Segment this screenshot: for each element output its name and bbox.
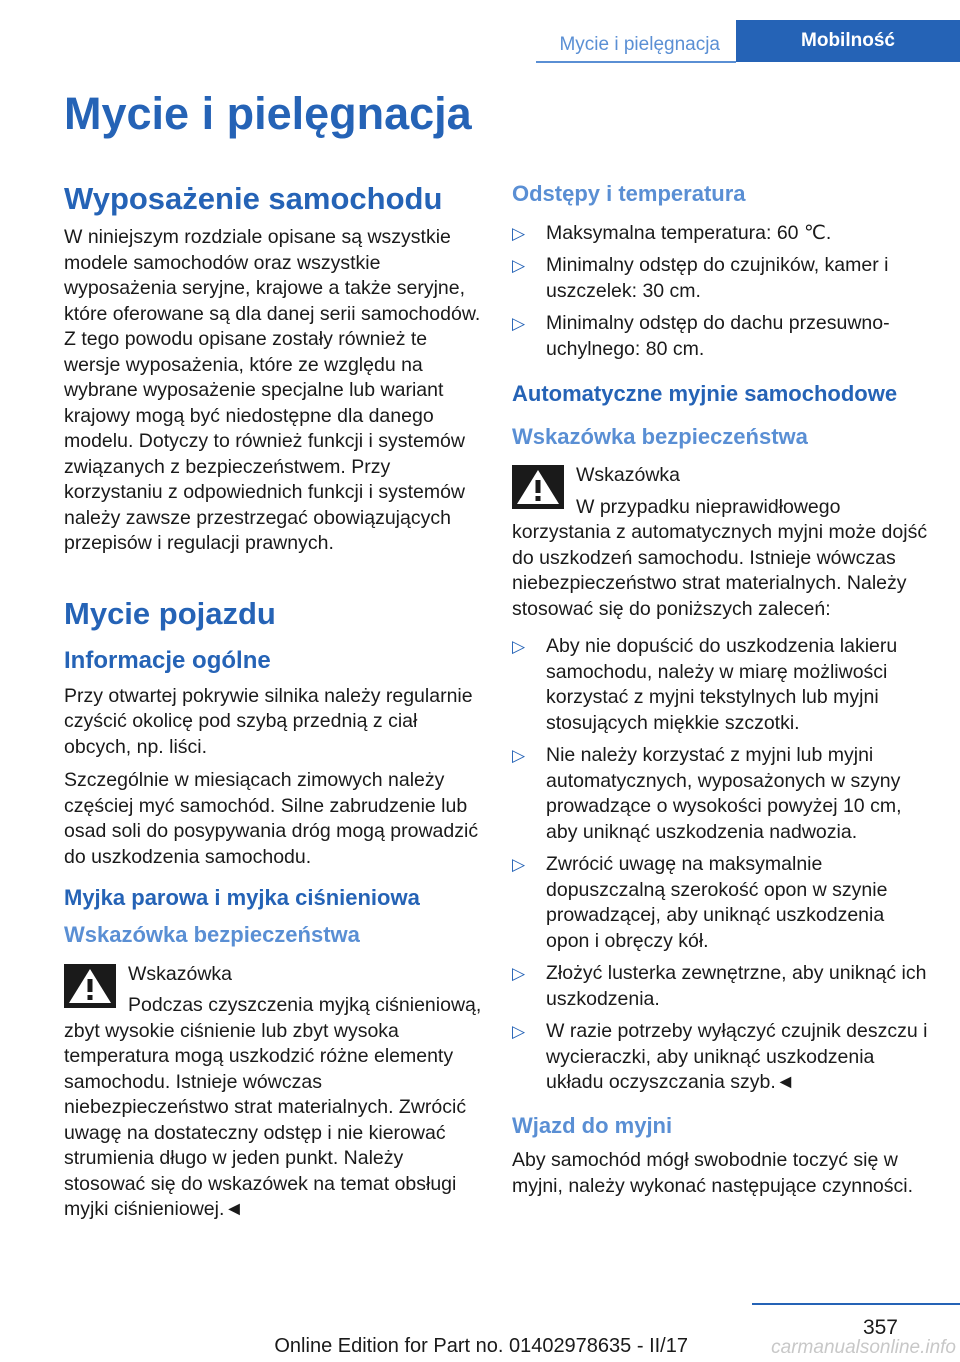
list-item: ▷ Złożyć lusterka zewnętrzne, aby uniknąć ich uszkodzenia. xyxy=(512,962,927,1010)
triangle-bullet-icon: ▷ xyxy=(512,637,526,657)
triangle-bullet-icon: ▷ xyxy=(512,314,526,334)
triangle-bullet-icon: ▷ xyxy=(512,855,526,875)
car-wash-safety-heading: Wskazówka bezpieczeństwa xyxy=(512,423,808,449)
page-title: Mycie i pielęgnacja xyxy=(64,88,472,139)
warning-label: Wskazówka xyxy=(576,464,681,487)
general-info-text-2: Szczególnie w miesiącach zimowych należy częściej myć samochód. Silne zabrudzenie lub osad soli do posypywania dróg mogą prowadzić do uszkodzenia samochodu. xyxy=(64,769,479,868)
general-info-text-1: Przy otwartej pokrywie silnika należy regularnie czyścić okolicę pod szybą przednią z ciał obcych, np. liści. xyxy=(64,684,473,758)
general-info-heading: Informacje ogólne xyxy=(64,646,271,674)
washing-heading: Mycie pojazdu xyxy=(64,595,276,631)
warning-icon xyxy=(64,964,116,1008)
triangle-bullet-icon: ▷ xyxy=(512,746,526,766)
warning-box xyxy=(64,958,482,1223)
list-item: ▷ Aby nie dopuścić do uszkodzenia lakieru samochodu, należy w miarę możliwości korzystać z myjni tekstylnych lub myjni stosujących miękkie szczotki. xyxy=(512,635,898,734)
list-item: ▷ Zwrócić uwagę na maksymalnie dopuszczalną szerokość opon w szynie prowadzącej, aby uniknąć uszkodzenia opon i obręczy kół. xyxy=(512,853,888,952)
safety-note-heading: Wskazówka bezpieczeństwa xyxy=(64,921,360,947)
watermark: carmanualsonline.info xyxy=(771,1337,956,1358)
footer-divider xyxy=(752,1303,960,1305)
right-column xyxy=(512,180,930,1207)
list-item: ▷ Nie należy korzystać z myjni lub myjni automatycznych, wyposażonych w szyny prowadzące o wysokości powyżej 10 cm, aby uniknąć uszkodzenia nadwozia. xyxy=(512,744,902,843)
page-number: 357 xyxy=(862,1316,898,1339)
header-divider xyxy=(536,61,736,63)
list-item: ▷ Minimalny odstęp do czujników, kamer i uszczelek: 30 cm. xyxy=(512,254,889,302)
list-item: ▷ Maksymalna temperatura: 60 ℃. xyxy=(512,221,930,247)
list-item: ▷ Minimalny odstęp do dachu przesuwno-uchylnego: 80 cm. xyxy=(512,312,890,360)
car-wash-heading: Automatyczne myjnie samochodowe xyxy=(512,381,898,407)
triangle-bullet-icon: ▷ xyxy=(512,256,526,276)
car-wash-warning-box xyxy=(512,459,930,622)
distances-heading: Odstępy i temperatura xyxy=(512,181,746,206)
edition-footer: Online Edition for Part no. 01402978635 - II/17 xyxy=(274,1335,688,1357)
vehicle-equipment-text: W niniejszym rozdziale opisane są wszystkie modele samochodów oraz wszystkie wyposażenia seryjne, krajowe a także seryjne, które oferowane są dla danej serii samochodów. Z tego powodu opisane zostały również te wersje wyposażenia, które ze względu na wybrane wyposażenie specjalne lub wariant krajowy mogą być niedostępne dla danego modelu. Dotyczy to również funkcji i systemów związanych z bezpieczeństwem. Przy korzystaniu z odpowiednich funkcji i systemów należy zawsze przestrzegać obowiązujących przepisów i regulacji prawnych. xyxy=(64,226,481,555)
header-chapter-tab[interactable]: Mobilność xyxy=(736,20,960,62)
wash-entry-heading: Wjazd do myjni xyxy=(512,1112,673,1138)
warning-text: Podczas czyszczenia myjką ciśnieniową, zbyt wysokie ciśnienie lub zbyt wysoka temperatura mogą uszkodzić różne elementy samochodu. Istnieje wówczas niebezpieczeństwo strat materialnych. Zwrócić uwagę na dostateczny odstęp i nie kierować strumienia długo w jeden punkt. Należy stosować się do wskazówek na temat obsługi myjki ciśnieniowej.◄ xyxy=(64,994,482,1221)
car-wash-list xyxy=(512,634,930,1096)
steam-cleaner-heading: Myjka parowa i myjka ciśnieniowa xyxy=(64,885,420,911)
triangle-bullet-icon: ▷ xyxy=(512,964,526,984)
warning-label: Wskazówka xyxy=(128,962,233,985)
left-column xyxy=(64,180,482,1223)
vehicle-equipment-heading: Wyposażenie samochodu xyxy=(64,181,443,216)
list-item: ▷ W razie potrzeby wyłączyć czujnik deszczu i wycieraczki, aby uniknąć uszkodzenia układu oczyszczania szyb.◄ xyxy=(512,1020,928,1094)
distances-list xyxy=(512,221,930,363)
header-section-title: Mycie i pielęgnacja xyxy=(559,34,720,55)
warning-text: W przypadku nieprawidłowego korzystania z automatycznych myjni może dojść do uszkodzeń samochodu. Istnieje wówczas niebezpieczeństwo strat materialnych. Należy stosować się do poniższych zaleceń: xyxy=(512,495,928,620)
warning-icon xyxy=(512,465,564,509)
wash-entry-text: Aby samochód mógł swobodnie toczyć się w myjni, należy wykonać następujące czynności. xyxy=(512,1149,914,1197)
triangle-bullet-icon: ▷ xyxy=(512,223,526,243)
triangle-bullet-icon: ▷ xyxy=(512,1022,526,1042)
page-header xyxy=(0,20,960,62)
